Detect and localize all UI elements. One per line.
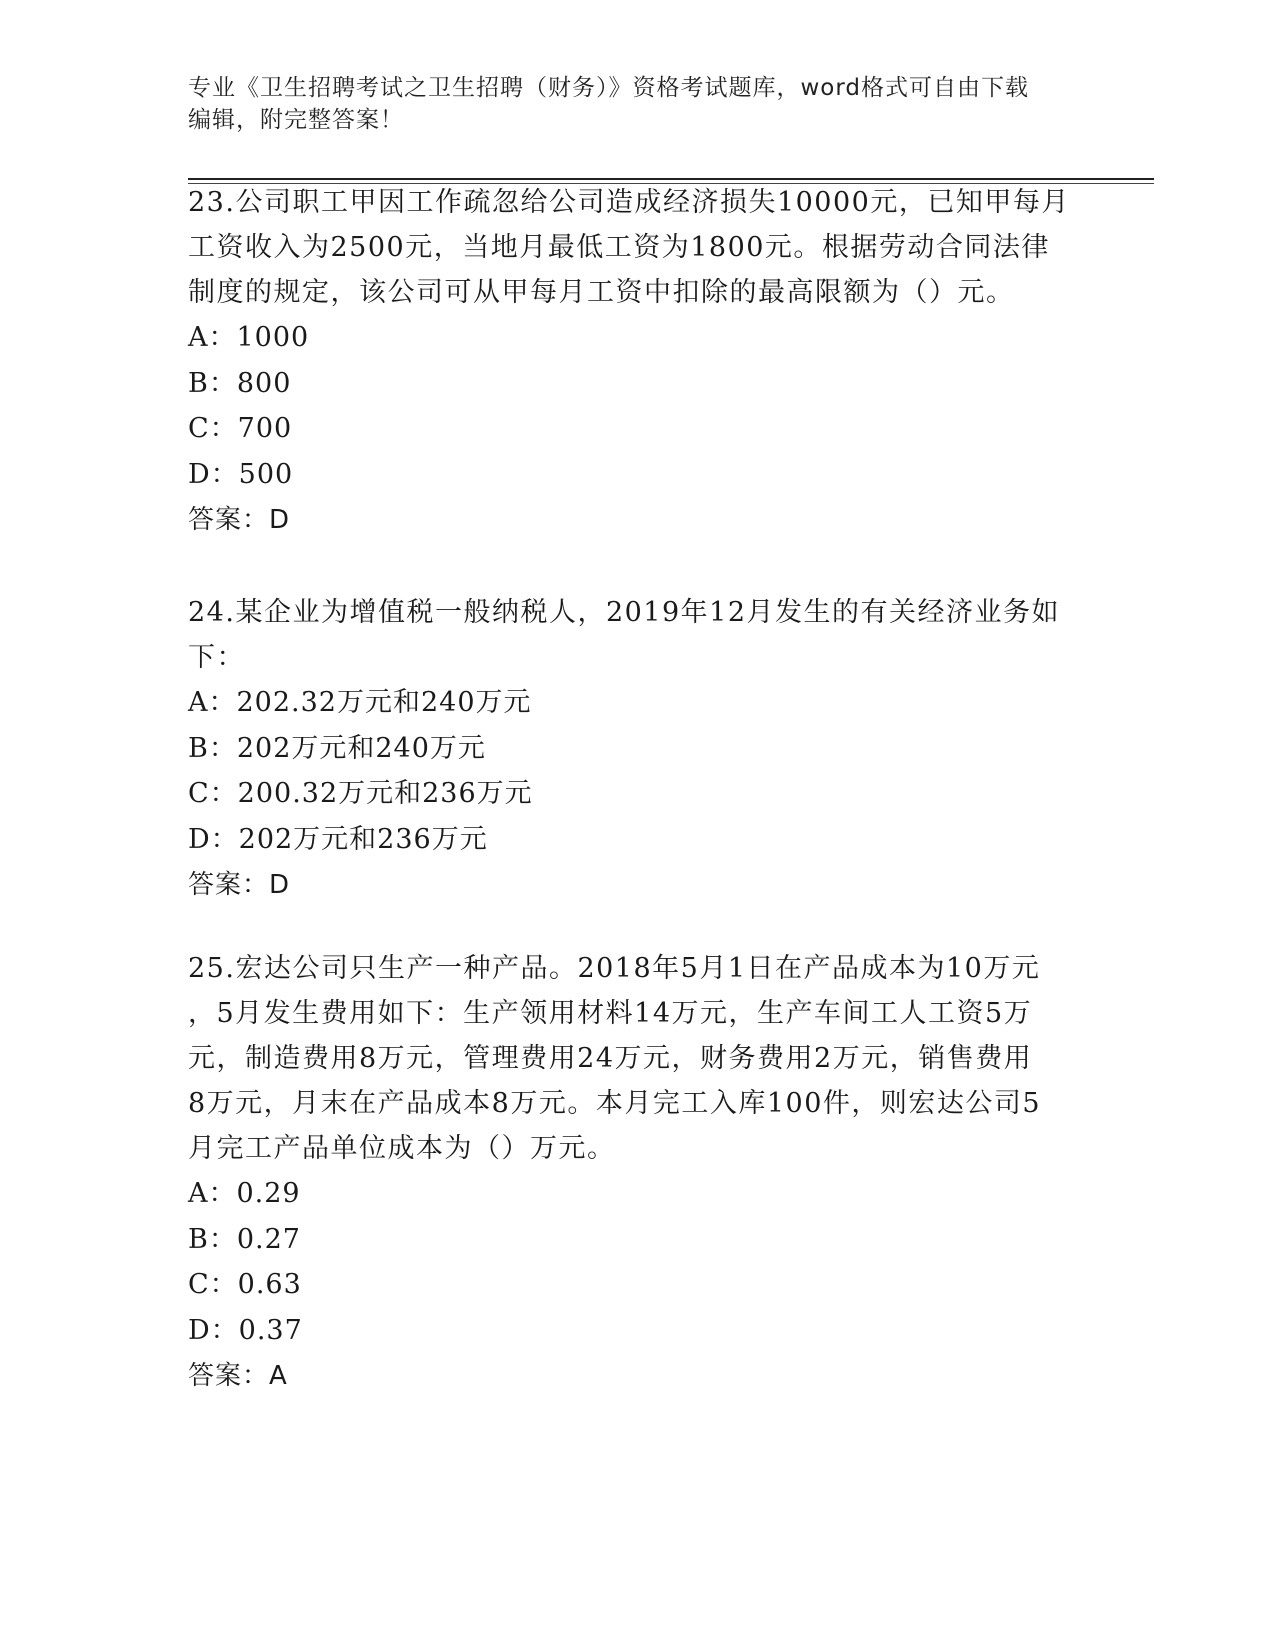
question-stem-line: 23.公司职工甲因工作疏忽给公司造成经济损失10000元，已知甲每月 <box>188 187 1070 218</box>
question-stem-line: 8万元，月末在产品成本8万元。本月完工入库100件，则宏达公司5 <box>188 1088 1042 1119</box>
option-b: B：0.27 <box>188 1223 301 1255</box>
answer: 答案：D <box>188 870 291 900</box>
option-c: C：200.32万元和236万元 <box>188 778 533 809</box>
option-b: B：202万元和240万元 <box>188 732 486 764</box>
option-d: D：500 <box>188 458 294 490</box>
option-a: A：1000 <box>188 322 310 353</box>
answer: 答案：A <box>188 1361 288 1391</box>
question-25 <box>188 946 1078 1399</box>
question-stem-line: 25.宏达公司只生产一种产品。2018年5月1日在产品成本为10万元 <box>188 953 1041 984</box>
option-c: C：700 <box>188 413 293 444</box>
document-header <box>188 72 1088 136</box>
header-line-2: 编辑，附完整答案！ <box>188 107 404 133</box>
question-24 <box>188 590 1078 908</box>
option-a: A：0.29 <box>188 1178 301 1209</box>
question-stem-line: 下： <box>188 642 245 673</box>
question-stem-line: ，5月发生费用如下：生产领用材料14万元，生产车间工人工资5万 <box>188 998 1033 1029</box>
question-stem-line: 元，制造费用8万元，管理费用24万元，财务费用2万元，销售费用 <box>188 1043 1033 1074</box>
question-stem-line: 制度的规定，该公司可从甲每月工资中扣除的最高限额为（）元。 <box>188 277 1015 308</box>
question-stem-line: 24.某企业为增值税一般纳税人，2019年12月发生的有关经济业务如 <box>188 597 1061 628</box>
question-stem-line: 月完工产品单位成本为（）万元。 <box>188 1133 616 1164</box>
option-d: D：202万元和236万元 <box>188 823 488 855</box>
answer: 答案：D <box>188 505 291 535</box>
option-b: B：800 <box>188 367 292 399</box>
header-line-1: 专业《卫生招聘考试之卫生招聘（财务）》资格考试题库，word格式可自由下载 <box>188 75 1030 101</box>
option-d: D：0.37 <box>188 1314 303 1346</box>
question-stem-line: 工资收入为2500元，当地月最低工资为1800元。根据劳动合同法律 <box>188 232 1050 263</box>
option-a: A：202.32万元和240万元 <box>188 687 532 718</box>
option-c: C：0.63 <box>188 1269 302 1300</box>
question-23 <box>188 180 1078 543</box>
